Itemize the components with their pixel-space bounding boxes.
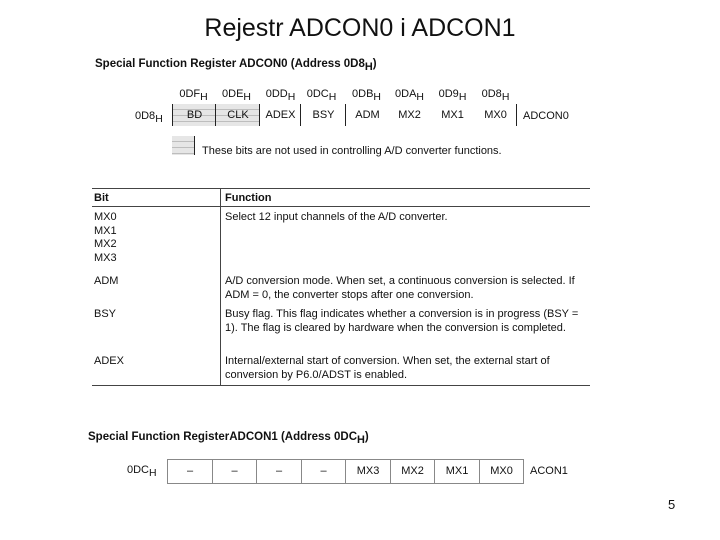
bit-label: MX3: [94, 251, 117, 264]
bit-label: ADEX: [94, 355, 124, 367]
subscript: H: [155, 114, 163, 125]
register-address: $0D8_H$: [135, 110, 163, 125]
bit-cell: MX0: [484, 109, 507, 121]
bit-cell: ADEX: [259, 104, 301, 126]
slide-title: Rejestr ADCON0 i ADCON1: [204, 14, 516, 42]
unused-bits-legend: These bits are not used in controlling A/D converter functions.: [202, 145, 502, 157]
bit-cell: CLK: [215, 104, 260, 126]
header-function: Function: [225, 192, 272, 204]
bit-address: $0DD_H$: [265, 88, 296, 103]
bit-cell: BSY: [300, 104, 346, 126]
unused-bits-swatch: [172, 136, 195, 155]
subscript: H: [243, 92, 251, 103]
subscript: H: [364, 61, 373, 73]
bit-address: $0DF_H$: [179, 88, 208, 103]
bit-label: BSY: [94, 308, 117, 320]
function-description: Select 12 input channels of the A/D converter.: [225, 211, 448, 223]
function-description: A/D conversion mode. When set, a continuous conversion is selected. If ADM = 0, the converter stops after one conversion.: [225, 275, 575, 301]
bit-name: [94, 355, 214, 369]
bit-function-table: [92, 188, 590, 386]
adcon1-heading: [88, 431, 369, 446]
bit-address: $0DE_H$: [222, 88, 251, 103]
bit-cell: MX3: [345, 459, 390, 484]
bit-cell: MX1: [441, 109, 464, 121]
subscript: H: [357, 434, 365, 446]
bit-name: [94, 308, 214, 322]
paren: ): [372, 58, 377, 70]
bit-address: $0D8_H$: [481, 88, 510, 103]
subscript: H: [373, 92, 381, 103]
bit-name: [94, 211, 214, 265]
function-description: Internal/external start of conversion. When set, the external start of conversion by P6.0/ADST is enabled.: [225, 355, 550, 381]
adcon1-heading-text: Special Function RegisterADCON1 (Address 0DC: [88, 431, 358, 443]
bit-cell: MX2: [398, 109, 421, 121]
bit-cell: –: [301, 459, 346, 484]
register-name: ACON1: [530, 465, 568, 477]
bit-address: $0DB_H$: [352, 88, 381, 103]
cell-divider: [516, 104, 517, 126]
table-header: [92, 189, 590, 207]
register-name: ADCON0: [523, 110, 569, 122]
subscript: H: [501, 92, 510, 103]
subscript: H: [458, 92, 467, 103]
adcon0-heading: [95, 58, 377, 73]
bit-address: $0DC_H$: [306, 88, 337, 103]
bit-cell: MX1: [434, 459, 479, 484]
subscript: H: [287, 92, 296, 103]
bit-cell: –: [256, 459, 301, 484]
bit-label: MX0: [94, 211, 117, 223]
subscript: H: [328, 92, 337, 103]
adcon0-heading-text: Special Function Register ADCON0 (Address 0D8: [95, 58, 365, 70]
bit-label: ADM: [94, 275, 119, 287]
paren: ): [364, 431, 369, 443]
header-bit: Bit: [94, 192, 109, 204]
bit-cell: BD: [172, 104, 216, 126]
page-number: 5: [668, 497, 676, 512]
function-description: Busy flag. This flag indicates whether a conversion is in progress (BSY = 1). The flag is cleared by hardware when the conversion is completed.: [225, 308, 579, 334]
bit-address: $0D9_H$: [438, 88, 467, 103]
bit-name: [94, 275, 214, 289]
bit-cell: ADM: [345, 104, 389, 126]
cell-divider: [523, 459, 524, 484]
register-address: $0DC_H$: [127, 464, 157, 479]
bit-cell: –: [212, 459, 257, 484]
subscript: H: [416, 92, 424, 103]
subscript: H: [200, 92, 208, 103]
bit-label: MX2: [94, 238, 117, 250]
bit-address: $0DA_H$: [395, 88, 424, 103]
bit-cell: –: [167, 459, 212, 484]
bit-label: MX1: [94, 224, 117, 237]
subscript: H: [149, 468, 157, 479]
bit-cell: MX0: [479, 459, 524, 484]
bit-cell: MX2: [390, 459, 435, 484]
